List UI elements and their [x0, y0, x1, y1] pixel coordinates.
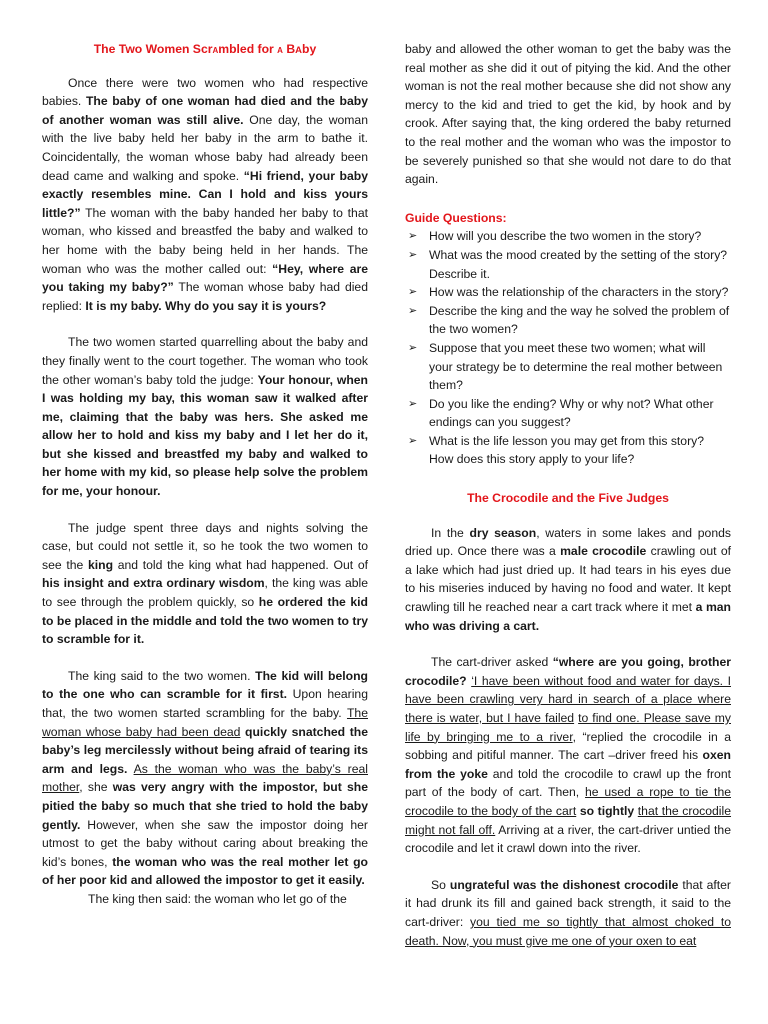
bold-text: quickly snatched the baby’s leg mercilessly without being afraid of tearing its arm and legs. — [42, 724, 368, 776]
underlined-text: he used a rope to tie the crocodile to the body of the cart — [405, 785, 731, 818]
arrow-bullet-icon: ➢ — [408, 248, 418, 261]
bold-text: Your honour, when I was holding my bay, this woman saw it walked after me, claiming that the baby was hers. She asked me allow her to hold and kiss my baby and I let her do it, but she kissed and breastfed my baby and walked to her home with my kid, so please help solve the problem for me, your honour. — [42, 372, 368, 499]
story-paragraph — [42, 74, 368, 316]
text-run: and told the crocodile to crawl up the front part of the body of cart. Then, — [405, 766, 731, 800]
right-column — [405, 40, 731, 950]
underlined-text: to find one. Please save my life by bringing me to a river — [405, 711, 731, 744]
text-run: and told the king what had happened. Out of — [113, 557, 368, 572]
underlined-text: The woman whose baby had been dead — [42, 706, 368, 739]
bold-text: king — [87, 557, 114, 572]
bold-text: It is my baby. Why do you say it is yours? — [85, 298, 327, 313]
underlined-text: that the crocodile might not fall off. — [405, 803, 732, 837]
text-run: So — [431, 877, 450, 892]
text-run: The cart-driver asked — [431, 655, 553, 670]
text-run: , the king was able to see through the problem quickly, so — [42, 576, 368, 610]
arrow-bullet-icon: ➢ — [408, 230, 418, 243]
bold-text: dry season — [469, 525, 537, 540]
bold-text: “Hi friend, your baby exactly resembles mine. Can I hold and kiss yours little?” — [42, 168, 368, 220]
story-paragraph — [405, 653, 731, 858]
arrow-bullet-icon: ➢ — [408, 434, 418, 447]
text-run: Upon hearing that, the two women started scrambling for the baby. — [42, 687, 368, 720]
guide-question: ➢ What was the mood created by the setting of the story? Describe it. — [408, 247, 728, 281]
guide-question: ➢ What is the life lesson you may get from this story? How does this story apply to your life? — [408, 433, 705, 467]
bold-text: The kid will belong to the one who can scramble for it first. — [42, 668, 368, 702]
bold-text: so tightly — [579, 803, 635, 818]
bold-text: oxen from the yoke — [405, 748, 731, 781]
guide-questions-list — [405, 227, 731, 469]
text-run: One day, the woman with the live baby held her baby in the arm to bathe it. Coincidentally, the woman whose baby had already been dead came and walking and spoke. — [42, 112, 368, 183]
guide-question: ➢ Describe the king and the way he solved the problem of the two women? — [408, 303, 730, 337]
arrow-bullet-icon: ➢ — [408, 304, 418, 317]
text-run: The woman whose baby had died replied: — [42, 280, 368, 313]
text-run: , waters in some lakes and ponds dried up. Once there was a — [405, 525, 731, 559]
story-paragraph — [405, 876, 731, 950]
text-run: that after it had drunk its fill and gained back strength, it said to the cart-driver: — [405, 877, 731, 929]
text-run: , she — [79, 780, 113, 795]
text-run: crawling out of a lake which had just dried up. It had tears in his eyes due to his miseries induced by having no food and water. It kept crawling till he reached near a cart track where it met — [405, 544, 731, 615]
story-paragraph — [42, 519, 368, 649]
bold-text: “where are you going, brother crocodile? — [405, 655, 731, 688]
text-run: In the — [431, 525, 470, 540]
text-run: The two women started quarrelling about the baby and they finally went to the court together. The woman who took the other woman’s baby told the judge: — [42, 335, 368, 387]
bold-text: his insight and extra ordinary wisdom — [42, 576, 265, 591]
arrow-bullet-icon: ➢ — [408, 286, 418, 299]
bold-text: the woman who was the real mother let go of her poor kid and allowed the impostor to get it easily. — [42, 854, 368, 888]
underlined-text: you tied me so tightly that almost choked to death. Now, you must give me one of your oxen to eat — [405, 914, 731, 948]
text-run: However, when she saw the impostor doing her utmost to get the baby without caring about breaking the kid’s bones, — [42, 817, 368, 869]
text-run: Arriving at a river, the cart-driver untied the crocodile and let it crawl down into the river. — [405, 822, 731, 856]
arrow-bullet-icon: ➢ — [408, 397, 418, 410]
bold-text: male crocodile — [560, 544, 647, 559]
text-run: The king said to the two women. — [68, 668, 256, 683]
guide-question: ➢ How was the relationship of the characters in the story? — [405, 283, 731, 302]
bold-text: The baby of one woman had died and the baby of another woman was still alive. — [42, 94, 369, 127]
underlined-text: ‘I have been without food and water for days. I have been crawling very hard in search of a place where there is water, but I have failed — [405, 673, 731, 725]
story-paragraph — [42, 333, 368, 500]
underlined-text: As the woman who was the baby’s real mother — [42, 761, 368, 795]
bold-text: “Hey, where are you taking my baby?” — [42, 261, 368, 295]
guide-questions-heading: Guide Questions: — [405, 210, 507, 225]
text-run: , “replied the crocodile in a sobbing and pitiful manner. The cart –driver freed his — [405, 729, 731, 763]
text-run: The judge spent three days and nights solving the case, but could not settle it, so he took the two women to see the — [42, 520, 368, 572]
bold-text: was very angry with the impostor, but she pitied the baby so much that she tried to hold the baby gently. — [42, 780, 368, 832]
bold-text: a man who was driving a cart. — [405, 600, 732, 633]
guide-question: ➢ Suppose that you meet these two women; what will your strategy be to determine the real mother between them? — [408, 340, 723, 393]
text-run: Once there were two women who had respective babies. — [42, 75, 368, 109]
story-paragraph: The king then said: the woman who let go of the — [88, 891, 347, 906]
left-column — [42, 40, 368, 909]
guide-question: ➢ How will you describe the two women in the story? — [405, 227, 731, 246]
text-run: The woman with the baby handed her baby to that woman, who kissed and breastfed the baby and walked to her home with the baby being held in her hands. The woman who was the mother called out: — [42, 205, 368, 276]
bold-text: ungrateful was the dishonest crocodile — [449, 877, 679, 892]
story-title: The Crocodile and the Five Judges — [467, 491, 669, 506]
bold-text: he ordered the kid to be placed in the middle and told the two women to try to scramble for it. — [42, 595, 368, 647]
arrow-bullet-icon: ➢ — [408, 341, 418, 354]
story-title: The Two Women ScrAmbled for A BAby — [93, 42, 317, 56]
guide-question: ➢ Do you like the ending? Why or why not? What other endings can you suggest? — [408, 396, 714, 430]
story-paragraph-continued: baby and allowed the other woman to get the baby was the real mother as she did it out of pitying the kid. And the other woman is not the real mother because she did not show any mercy to the kid and tried to get the kid, by hook and by crook. After saying that, the king ordered the baby returned to the real mother and the woman who was the impostor to be severely punished so that she would not dare to do that again. — [405, 42, 731, 187]
story-paragraph — [405, 524, 731, 636]
story-paragraph — [42, 667, 368, 890]
